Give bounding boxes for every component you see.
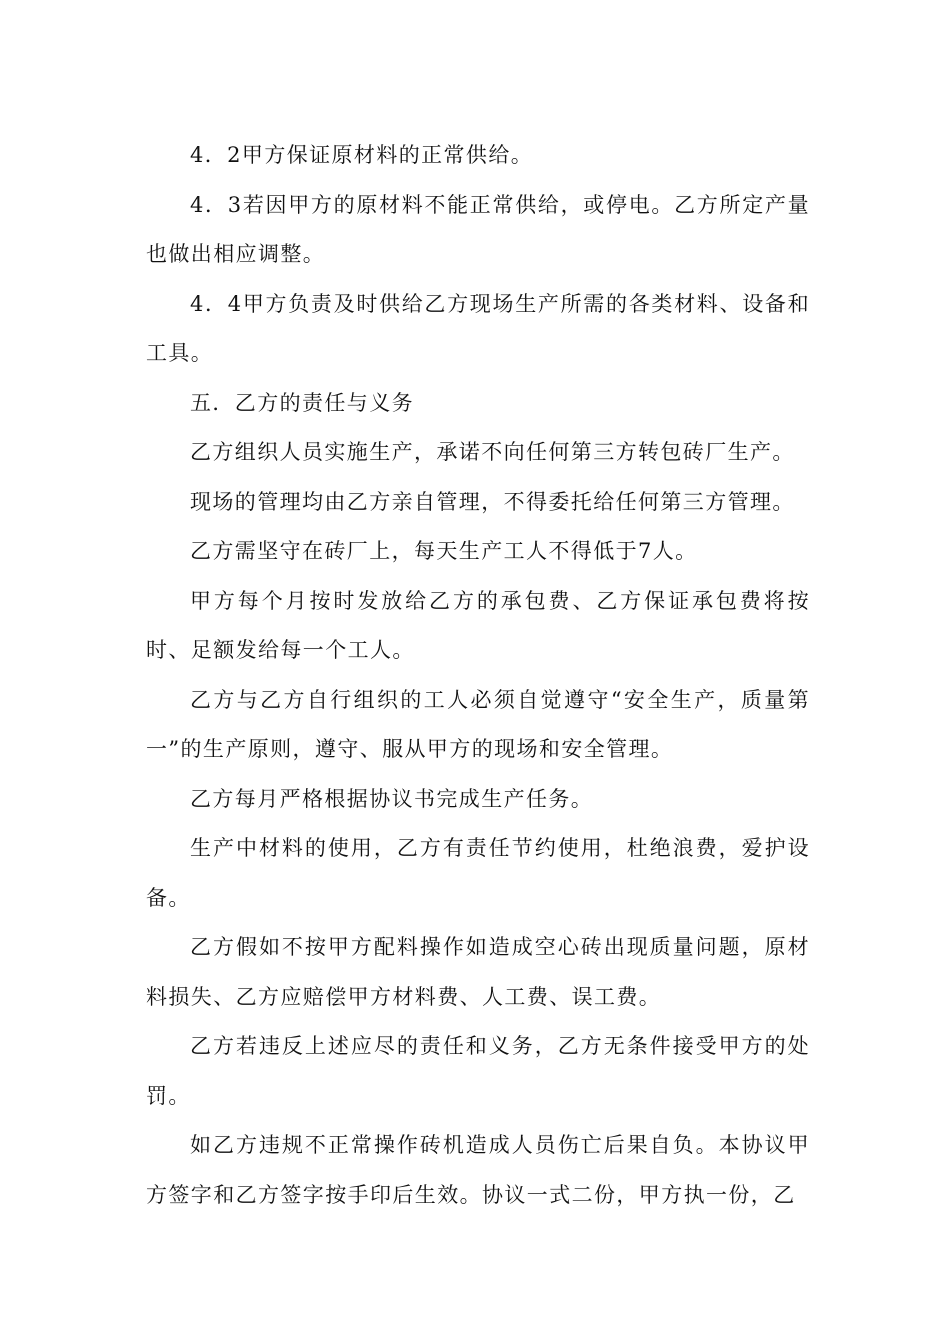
section-heading-5: 五．乙方的责任与义务 (190, 390, 414, 415)
paragraph-4-4: 4．4甲方负责及时供给乙方现场生产所需的各类材料、设备和工具。 (146, 291, 810, 365)
paragraph-liability-signing: 如乙方违规不正常操作砖机造成人员伤亡后果自负。本协议甲方签字和乙方签字按手印后生效。协议一式二份，甲方执一份，乙 (146, 1133, 810, 1207)
paragraph-payment: 甲方每个月按时发放给乙方的承包费、乙方保证承包费将按时、足额发给每一个工人。 (146, 588, 810, 662)
paragraph-quality-compensation: 乙方假如不按甲方配料操作如造成空心砖出现质量问题，原材料损失、乙方应赔偿甲方材料费、人工费、误工费。 (146, 935, 810, 1009)
paragraph-workers-minimum: 乙方需坚守在砖厂上，每天生产工人不得低于7人。 (190, 539, 698, 563)
paragraph-no-subcontract: 乙方组织人员实施生产，承诺不向任何第三方转包砖厂生产。 (190, 440, 795, 464)
paragraph-materials: 生产中材料的使用，乙方有责任节约使用，杜绝浪费，爱护设备。 (146, 836, 810, 910)
paragraph-site-management: 现场的管理均由乙方亲自管理，不得委托给任何第三方管理。 (190, 489, 795, 514)
paragraph-penalty: 乙方若违反上述应尽的责任和义务，乙方无条件接受甲方的处罚。 (146, 1034, 810, 1108)
paragraph-monthly-tasks: 乙方每月严格根据协议书完成生产任务。 (190, 786, 594, 811)
document-body (146, 131, 810, 1220)
paragraph-safety: 乙方与乙方自行组织的工人必须自觉遵守“安全生产，质量第一”的生产原则，遵守、服从甲方的现场和安全管理。 (146, 687, 810, 761)
paragraph-4-3: 4．3若因甲方的原材料不能正常供给，或停电。乙方所定产量也做出相应调整。 (146, 192, 810, 266)
paragraph-4-2: 4．2甲方保证原材料的正常供给。 (190, 143, 534, 167)
